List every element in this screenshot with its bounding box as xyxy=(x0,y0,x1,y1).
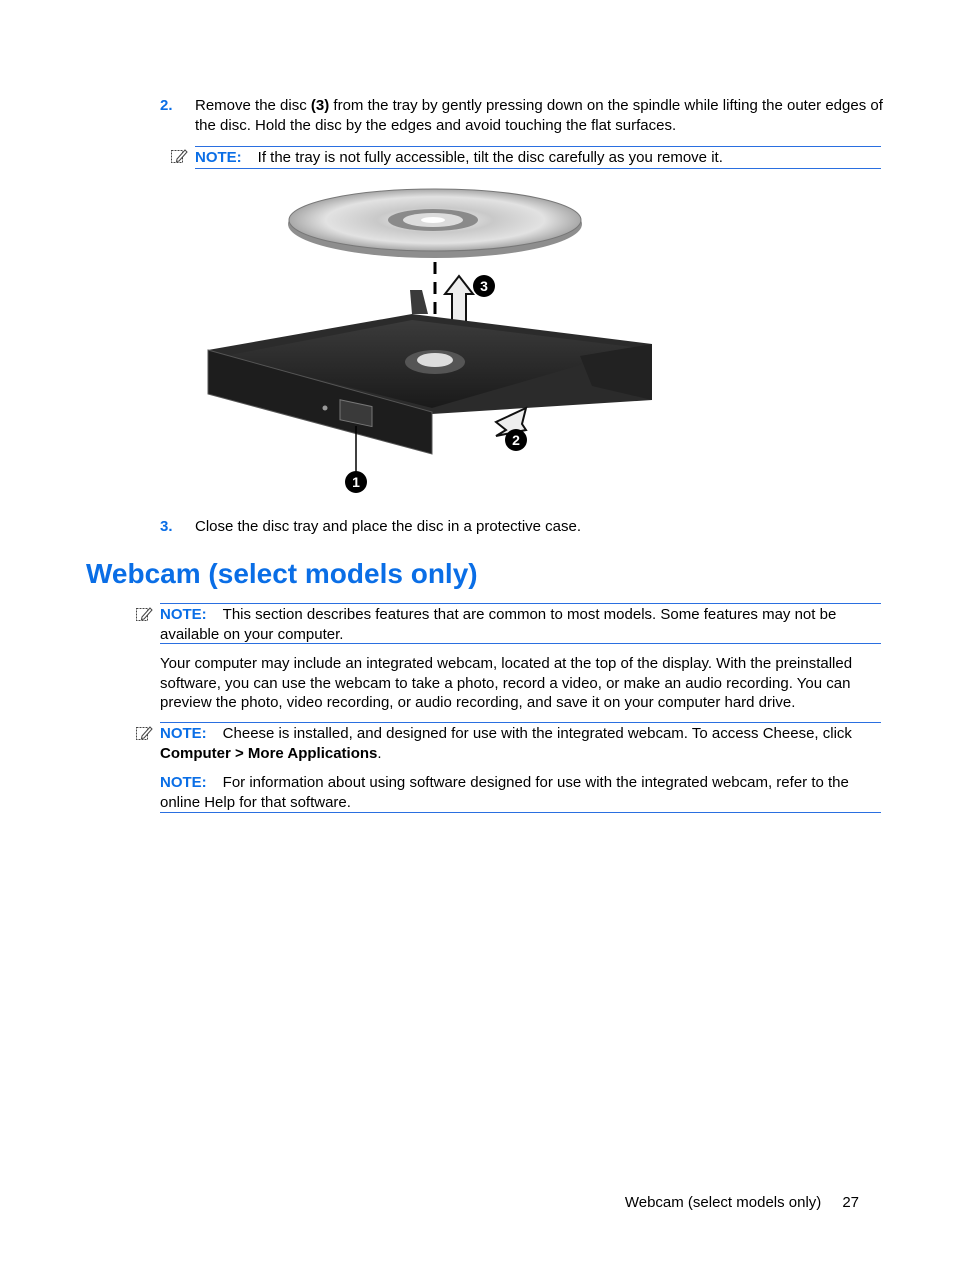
note-3-label: NOTE: xyxy=(160,725,207,742)
callout-2 xyxy=(505,429,527,451)
step-3-text: Close the disc tray and place the disc in a protective case. xyxy=(195,518,582,535)
note-pencil-icon xyxy=(135,605,153,623)
note-pencil-icon xyxy=(170,147,188,165)
note-3 xyxy=(160,724,881,763)
note-4-text: For information about using software designed for use with the integrated webcam, refer to the online Help for that software. xyxy=(160,774,849,811)
drive-tray xyxy=(208,290,652,454)
note-2-text: This section describes features that are common to most models. Some features may not be available on your computer. xyxy=(160,606,837,643)
footer-section-name: Webcam (select models only) xyxy=(624,1194,822,1211)
webcam-description: Your computer may include an integrated webcam, located at the top of the display. With the preinstalled software, you can use the webcam to take a photo, record a video, or make an audio recording. You can preview the photo, video recording, or audio recording, and save it on your computer hard drive. xyxy=(160,655,853,711)
svg-text:1: 1 xyxy=(352,474,360,490)
section-title: Webcam (select models only) xyxy=(86,558,478,589)
note-1-box xyxy=(195,146,881,169)
note-4 xyxy=(160,773,881,812)
page-footer xyxy=(625,1193,859,1213)
svg-text:2: 2 xyxy=(512,432,520,448)
step-2-text xyxy=(195,96,885,135)
optical-drive-figure xyxy=(200,186,662,498)
callout-3 xyxy=(473,275,495,297)
note-2-label: NOTE: xyxy=(160,606,207,623)
step-2-callout-ref: (3) xyxy=(310,97,330,114)
note-1-text: If the tray is not fully accessible, tilt the disc carefully as you remove it. xyxy=(257,149,723,166)
lift-arrow-icon xyxy=(445,276,473,324)
step-2-text-after: from the tray by gently pressing down on the spindle while lifting the outer edges of the disc. Hold the disc by the edges and avoid touching the flat surfaces. xyxy=(195,97,883,134)
note-3-period: . xyxy=(377,744,382,762)
note-3-4-box xyxy=(160,722,881,813)
note-3-menu-path: Computer > More Applications xyxy=(160,744,378,762)
note-3-text: Cheese is installed, and designed for use with the integrated webcam. To access Cheese, click xyxy=(222,725,852,742)
step-3-number: 3. xyxy=(160,518,173,535)
svg-text:3: 3 xyxy=(480,278,488,294)
note-2-box xyxy=(160,603,881,644)
note-4-label: NOTE: xyxy=(160,774,207,791)
callout-1 xyxy=(345,471,367,493)
note-pencil-icon xyxy=(135,724,153,742)
disc xyxy=(288,189,582,258)
step-2-text-before: Remove the disc xyxy=(195,97,311,114)
page-number: 27 xyxy=(842,1194,859,1211)
note-1-label: NOTE: xyxy=(195,149,242,166)
step-2-number: 2. xyxy=(160,97,173,114)
